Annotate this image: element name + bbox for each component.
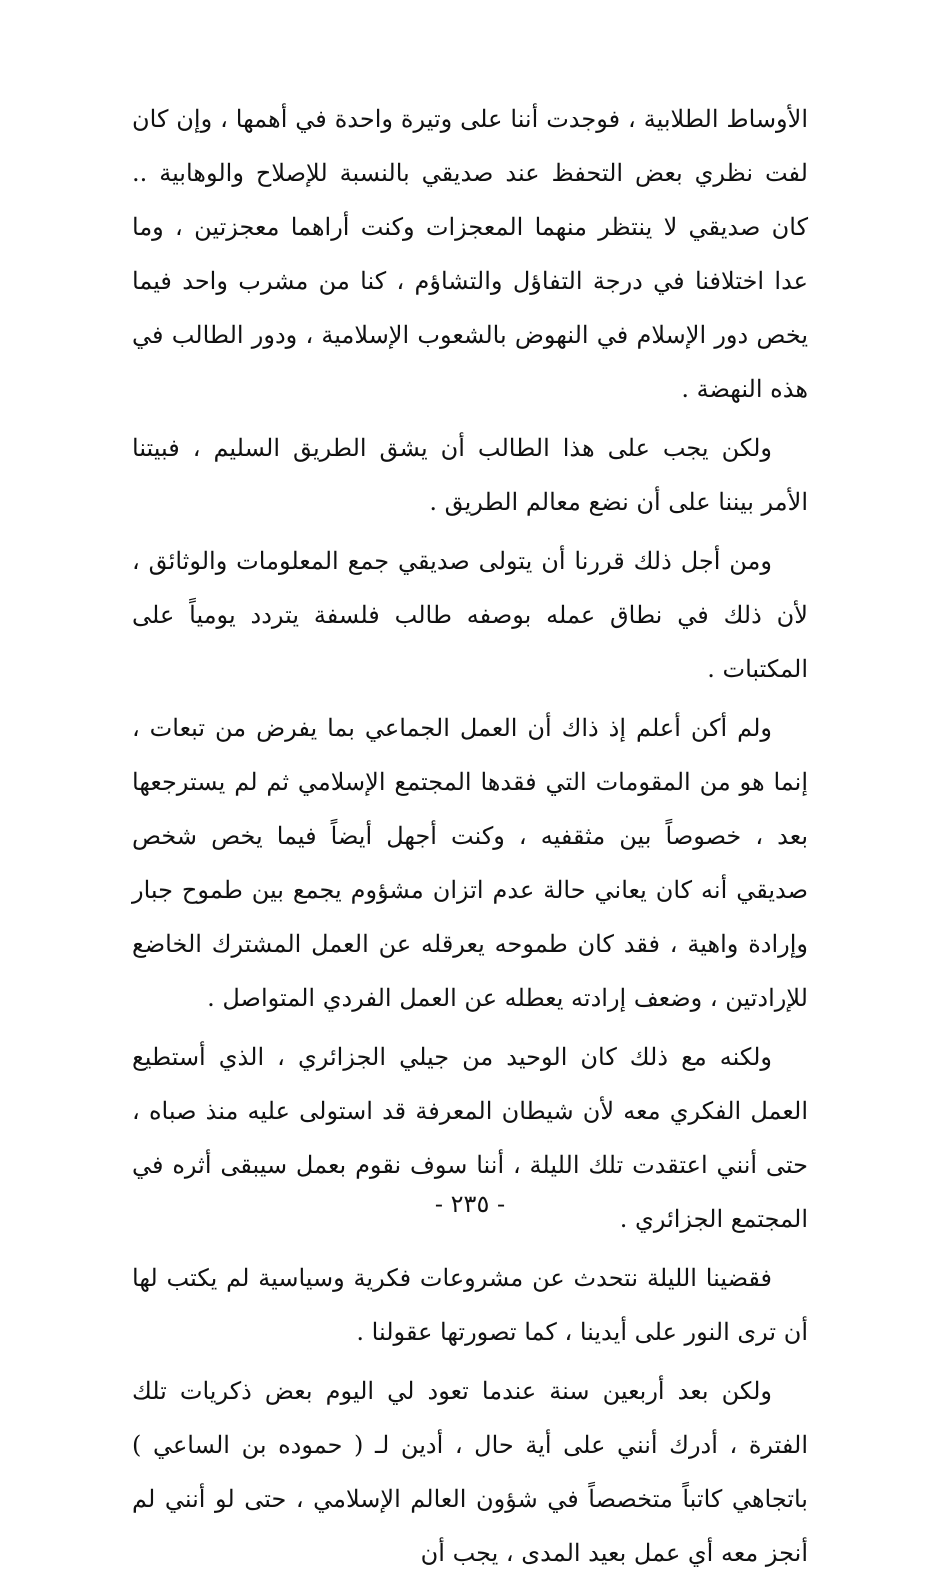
paragraph-1: الأوساط الطلابية ، فوجدت أننا على وتيرة واحدة في أهمها ، وإن كان لفت نظري بعض التحفظ عند صديقي بالنسبة للإصلاح والوهابية .. كان صديقي لا ينتظر منهما المعجزات وكنت أراهما معجزتين ، وما عدا اختلافنا في درجة التفاؤل والتشاؤم ، كنا من مشرب واحد فيما يخص دور الإسلام في النهوض بالشعوب الإسلامية ، ودور الطالب في هذه النهضة . [132,105,809,403]
paragraph-5: ولكنه مع ذلك كان الوحيد من جيلي الجزائري ، الذي أستطيع العمل الفكري معه لأن شيطان المعرفة قد استولى عليه منذ صباه ، حتى أنني اعتقدت تلك الليلة ، أننا سوف نقوم بعمل سيبقى أثره في المجتمع الجزائري . [132,1043,808,1233]
page-number: - ٢٣٥ - [434,1190,506,1218]
paragraph-3: ومن أجل ذلك قررنا أن يتولى صديقي جمع المعلومات والوثائق ، لأن ذلك في نطاق عمله بوصفه طالب فلسفة يتردد يومياً على المكتبات . [132,547,808,683]
paragraph-2: ولكن يجب على هذا الطالب أن يشق الطريق السليم ، فبيتنا الأمر بيننا على أن نضع معالم الطريق . [132,434,808,516]
body-text [132,92,808,1585]
paragraph-4: ولم أكن أعلم إذ ذاك أن العمل الجماعي بما يفرض من تبعات ، إنما هو من المقومات التي فقدها المجتمع الإسلامي ثم لم يسترجعها بعد ، خصوصاً بين مثقفيه ، وكنت أجهل أيضاً فيما يخص شخص صديقي أنه كان يعاني حالة عدم اتزان مشؤوم يجمع بين طموح جبار وإرادة واهية ، فقد كان طموحه يعرقله عن العمل المشترك الخاضع للإرادتين ، وضعف إرادته يعطله عن العمل الفردي المتواصل . [132,714,808,1012]
paragraph-6: فقضينا الليلة نتحدث عن مشروعات فكرية وسياسية لم يكتب لها أن ترى النور على أيدينا ، كما تصورتها عقولنا . [132,1264,808,1346]
paragraph-7: ولكن بعد أربعين سنة عندما تعود لي اليوم بعض ذكريات تلك الفترة ، أدرك أنني على أية حال ، أدين لـ ( حموده بن الساعي ) باتجاهي كاتباً متخصصاً في شؤون العالم الإسلامي ، حتى لو أنني لم أنجز معه أي عمل بعيد المدى ، يجب أن [132,1377,808,1567]
